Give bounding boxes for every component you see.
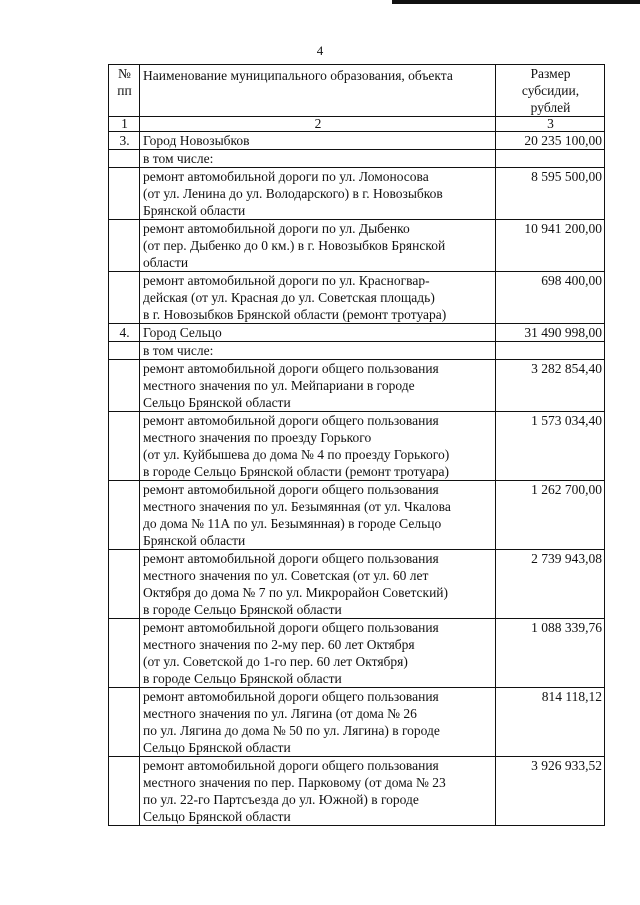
row-number-cell: 3. [109, 132, 140, 150]
row-name-line: ремонт автомобильной дороги общего пользования [143, 758, 439, 773]
row-name-cell [140, 550, 496, 619]
row-name-line: (от пер. Дыбенко до 0 км.) в г. Новозыбков Брянской [143, 238, 446, 253]
row-name-line: ремонт автомобильной дороги общего пользования [143, 361, 439, 376]
row-name-line: в городе Сельцо Брянской области [143, 602, 342, 617]
row-name-line: Сельцо Брянской области [143, 809, 291, 824]
row-number-cell [109, 412, 140, 481]
row-number-cell [109, 688, 140, 757]
row-name-line: местного значения по пер. Парковому (от дома № 23 [143, 775, 446, 790]
row-sum-cell: 3 926 933,52 [496, 757, 605, 826]
column-index-cell: 2 [140, 117, 496, 132]
page-number: 4 [316, 43, 324, 58]
object-row [109, 220, 605, 272]
row-number-cell: 4. [109, 324, 140, 342]
row-name-line: местного значения по проезду Горького [143, 430, 372, 445]
row-name-cell [140, 132, 496, 150]
object-row [109, 757, 605, 826]
row-name-line: ремонт автомобильной дороги общего пользования [143, 413, 439, 428]
row-name-line: местного значения по ул. Мейпариани в городе [143, 378, 415, 393]
row-name-cell [140, 619, 496, 688]
row-sum-cell: 698 400,00 [496, 272, 605, 324]
row-sum-cell: 1 573 034,40 [496, 412, 605, 481]
row-name-line: (от ул. Ленина до ул. Володарского) в г. Новозыбков [143, 186, 443, 201]
row-number-cell [109, 481, 140, 550]
scan-edge-bar [392, 0, 640, 4]
row-number-cell [109, 220, 140, 272]
row-name-line: в том числе: [143, 151, 214, 166]
row-name-line: ремонт автомобильной дороги общего пользования [143, 482, 439, 497]
row-name-cell [140, 342, 496, 360]
row-name-cell [140, 412, 496, 481]
object-row [109, 688, 605, 757]
row-sum-cell [496, 150, 605, 168]
header-sum-line: рублей [530, 100, 571, 115]
row-name-line: Октября до дома № 7 по ул. Микрорайон Советский) [143, 585, 449, 600]
row-name-line: Сельцо Брянской области [143, 740, 291, 755]
row-number-cell [109, 757, 140, 826]
object-row [109, 412, 605, 481]
city-row [109, 324, 605, 342]
row-name-line: Город Сельцо [143, 325, 222, 340]
object-row [109, 619, 605, 688]
row-name-line: области [143, 255, 189, 270]
object-row [109, 550, 605, 619]
row-sum-cell: 1 262 700,00 [496, 481, 605, 550]
object-row [109, 168, 605, 220]
row-number-cell [109, 360, 140, 412]
row-name-line: ремонт автомобильной дороги по ул. Ломоносова [143, 169, 429, 184]
column-index-row [109, 117, 605, 132]
table-header-row [109, 65, 605, 117]
row-name-line: местного значения по 2-му пер. 60 лет Октября [143, 637, 415, 652]
row-name-line: местного значения по ул. Советская (от ул. 60 лет [143, 568, 429, 583]
row-name-cell [140, 481, 496, 550]
row-sum-cell [496, 342, 605, 360]
row-sum-cell: 814 118,12 [496, 688, 605, 757]
row-number-cell [109, 272, 140, 324]
row-sum-cell: 1 088 339,76 [496, 619, 605, 688]
row-name-cell [140, 324, 496, 342]
row-name-line: в том числе: [143, 343, 214, 358]
row-name-line: ремонт автомобильной дороги общего пользования [143, 689, 439, 704]
row-name-cell [140, 688, 496, 757]
header-num-line: пп [117, 83, 132, 98]
header-num-line: № [118, 66, 131, 81]
row-sum-cell: 10 941 200,00 [496, 220, 605, 272]
row-name-line: по ул. 22-го Партсъезда до ул. Южной) в городе [143, 792, 419, 807]
row-name-line: по ул. Лягина до дома № 50 по ул. Лягина) в городе [143, 723, 440, 738]
row-sum-cell: 3 282 854,40 [496, 360, 605, 412]
row-sum-cell: 31 490 998,00 [496, 324, 605, 342]
header-name-text: Наименование муниципального образования, объекта [143, 68, 453, 83]
row-name-line: дейская (от ул. Красная до ул. Советская площадь) [143, 290, 435, 305]
row-number-cell [109, 619, 140, 688]
row-name-cell [140, 150, 496, 168]
row-name-line: Брянской области [143, 533, 246, 548]
row-name-line: (от ул. Куйбышева до дома № 4 по проезду Горького) [143, 447, 450, 462]
header-sum-line: субсидии, [521, 83, 580, 98]
row-name-line: ремонт автомобильной дороги по ул. Красногвар- [143, 273, 430, 288]
object-row [109, 481, 605, 550]
row-sum-cell: 2 739 943,08 [496, 550, 605, 619]
header-sum-cell [496, 65, 605, 117]
row-name-line: Сельцо Брянской области [143, 395, 291, 410]
row-name-cell [140, 168, 496, 220]
column-index-cell: 1 [109, 117, 140, 132]
row-name-line: ремонт автомобильной дороги по ул. Дыбенко [143, 221, 410, 236]
row-name-cell [140, 360, 496, 412]
row-name-line: (от ул. Советской до 1-го пер. 60 лет Октября) [143, 654, 408, 669]
row-number-cell [109, 550, 140, 619]
header-name-cell [140, 65, 496, 117]
column-index-cell: 3 [496, 117, 605, 132]
row-name-line: местного значения по ул. Безымянная (от ул. Чкалова [143, 499, 451, 514]
row-number-cell [109, 342, 140, 360]
row-name-cell [140, 220, 496, 272]
subheading-row [109, 342, 605, 360]
city-row [109, 132, 605, 150]
subsidy-table [108, 64, 605, 826]
row-name-line: в городе Сельцо Брянской области [143, 671, 342, 686]
row-name-line: ремонт автомобильной дороги общего пользования [143, 551, 439, 566]
row-number-cell [109, 150, 140, 168]
object-row [109, 272, 605, 324]
row-name-cell [140, 757, 496, 826]
object-row [109, 360, 605, 412]
header-num-cell [109, 65, 140, 117]
row-name-line: в городе Сельцо Брянской области (ремонт тротуара) [143, 464, 450, 479]
subheading-row [109, 150, 605, 168]
row-name-line: ремонт автомобильной дороги общего пользования [143, 620, 439, 635]
row-name-line: Брянской области [143, 203, 246, 218]
row-number-cell [109, 168, 140, 220]
row-name-line: в г. Новозыбков Брянской области (ремонт тротуара) [143, 307, 447, 322]
row-sum-cell: 8 595 500,00 [496, 168, 605, 220]
row-sum-cell: 20 235 100,00 [496, 132, 605, 150]
row-name-cell [140, 272, 496, 324]
row-name-line: до дома № 11А по ул. Безымянная) в городе Сельцо [143, 516, 442, 531]
header-sum-line: Размер [530, 66, 571, 81]
row-name-line: местного значения по ул. Лягина (от дома № 26 [143, 706, 417, 721]
row-name-line: Город Новозыбков [143, 133, 250, 148]
